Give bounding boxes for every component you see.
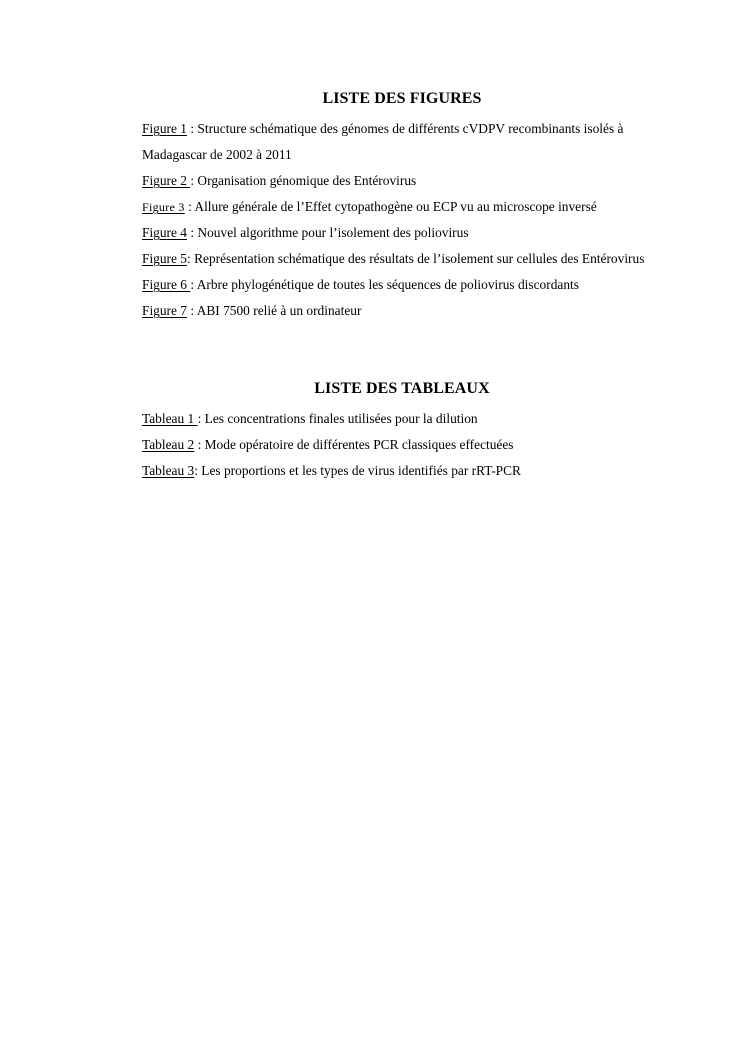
figure-5-text: : Représentation schématique des résultats de l’isolement sur cellules des Entérovirus [187, 251, 645, 266]
figure-4-entry [142, 220, 662, 246]
table-3-text: : Les proportions et les types de virus identifiés par rRT-PCR [194, 463, 521, 478]
table-2-text: : Mode opératoire de différentes PCR classiques effectuées [194, 437, 514, 452]
table-1-entry [142, 406, 662, 432]
figure-2-text: : Organisation génomique des Entérovirus [190, 173, 417, 188]
figure-2-label[interactable]: Figure 2 [142, 173, 191, 188]
figure-1-label[interactable]: Figure 1 [142, 121, 188, 136]
tables-title: LISTE DES TABLEAUX [314, 380, 490, 397]
tables-list [142, 406, 662, 484]
figure-7-entry [142, 298, 662, 324]
figure-3-text: : Allure générale de l’Effet cytopathogène ou ECP vu au microscope inversé [184, 199, 597, 214]
figure-3-entry [142, 194, 662, 220]
figure-5-entry [142, 246, 662, 272]
figure-1-entry [142, 116, 662, 168]
figure-5-label[interactable]: Figure 5 [142, 251, 188, 266]
figure-2-entry [142, 168, 662, 194]
figure-6-label[interactable]: Figure 6 [142, 277, 191, 292]
table-2-entry [142, 432, 662, 458]
figures-list [142, 116, 662, 324]
figures-section [142, 86, 662, 324]
figure-6-text: : Arbre phylogénétique de toutes les séquences de poliovirus discordants [190, 277, 579, 292]
tables-section [142, 376, 662, 484]
figure-4-label[interactable]: Figure 4 [142, 225, 188, 240]
figure-1-text: : Structure schématique des génomes de différents cVDPV recombinants isolés à Madagascar de 2002 à 2011 [142, 121, 624, 162]
table-3-label[interactable]: Tableau 3 [142, 463, 195, 478]
table-2-label[interactable]: Tableau 2 [142, 437, 195, 452]
figures-title: LISTE DES FIGURES [322, 90, 482, 107]
table-1-text: : Les concentrations finales utilisées pour la dilution [197, 411, 478, 426]
figure-6-entry [142, 272, 662, 298]
figure-3-label[interactable]: Figure 3 [142, 200, 185, 214]
figure-7-text: : ABI 7500 relié à un ordinateur [187, 303, 362, 318]
figure-7-label[interactable]: Figure 7 [142, 303, 188, 318]
figure-4-text: : Nouvel algorithme pour l’isolement des poliovirus [187, 225, 469, 240]
table-1-label[interactable]: Tableau 1 [142, 411, 198, 426]
table-3-entry [142, 458, 662, 484]
